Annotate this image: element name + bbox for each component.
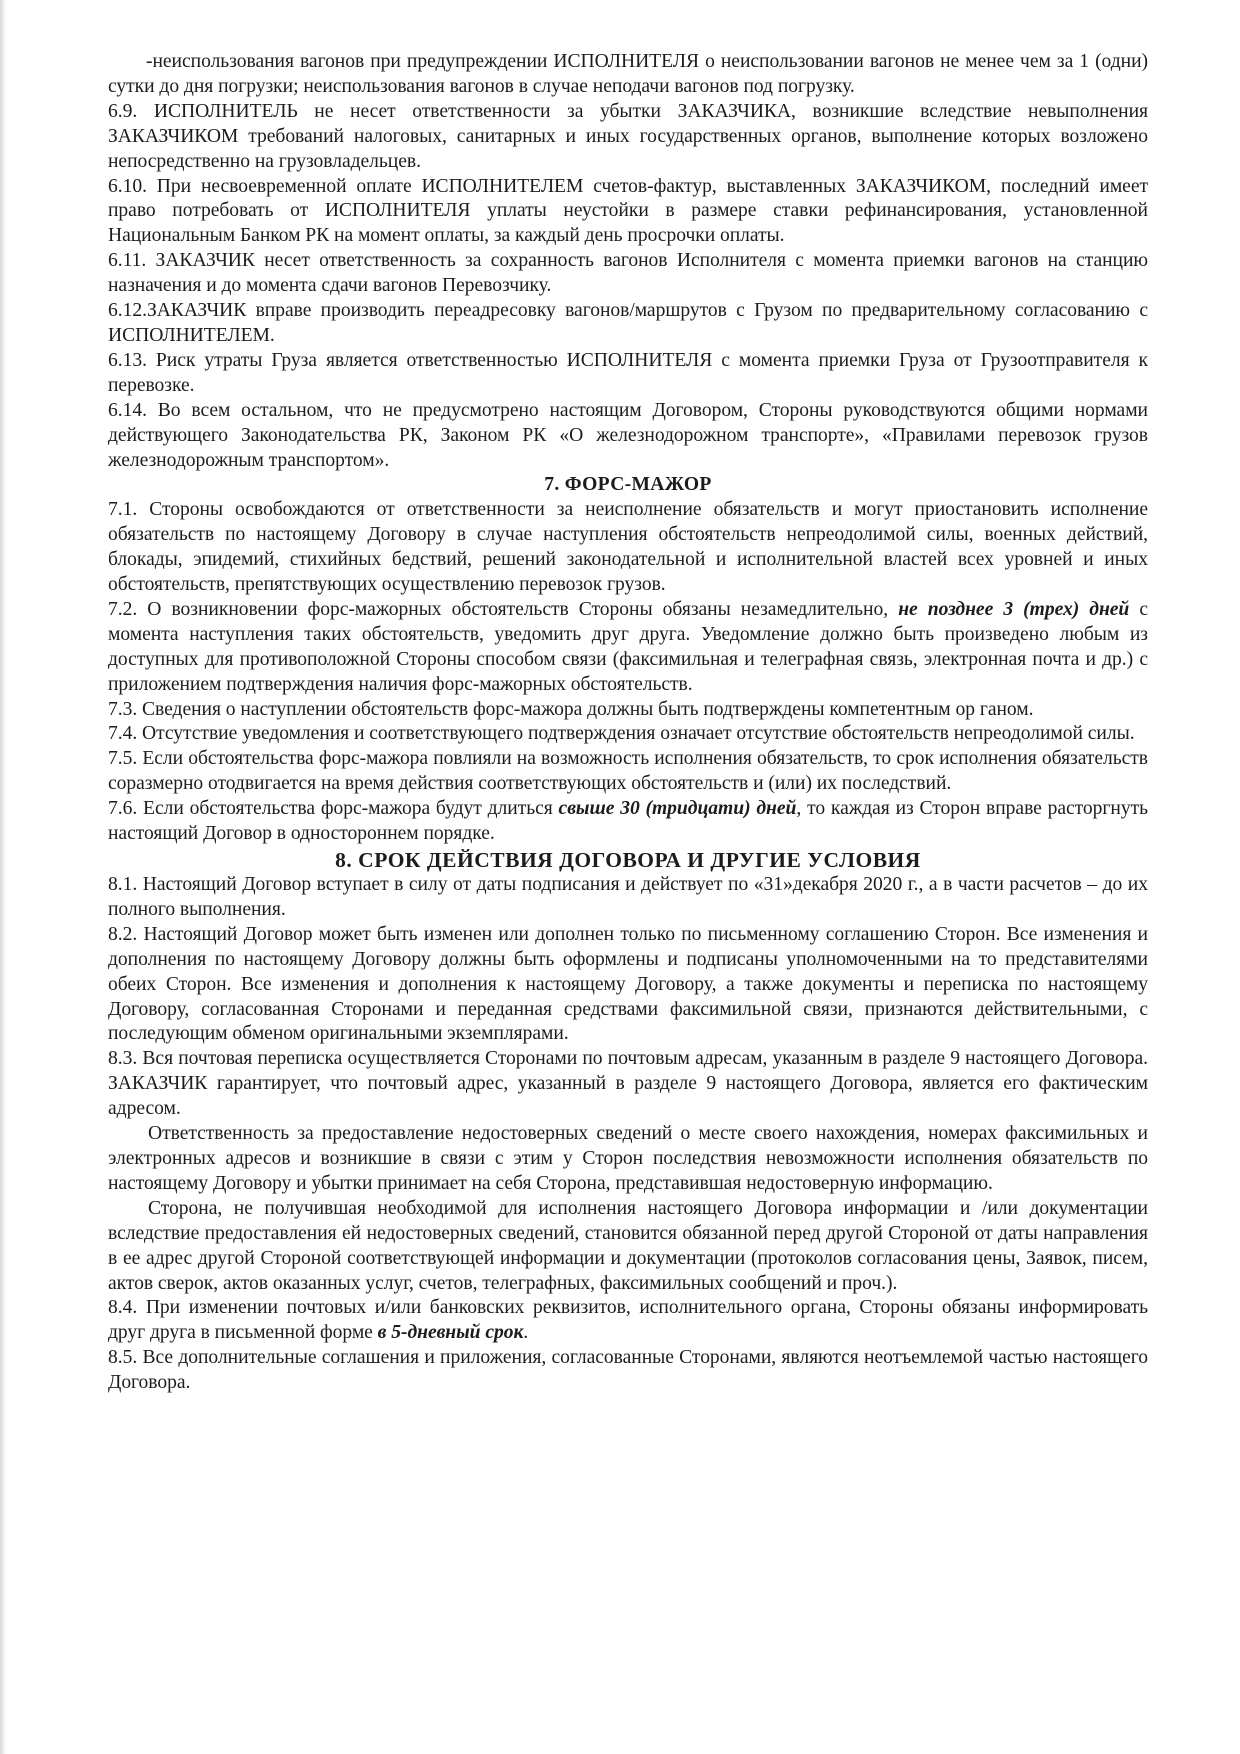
clause-8-5: 8.5. Все дополнительные соглашения и приложения, согласованные Сторонами, являются неотъемлемой частью настоящего Договора. (108, 1347, 1148, 1394)
clause-7-5: 7.5. Если обстоятельства форс-мажора повлияли на возможность исполнения обязательств, то срок исполнения обязательств соразмерно отодвигается на время действия соответствующих обстоятельств и (или) их последствий. (108, 748, 1148, 795)
clause-7-6-emphasis: свыше 30 (тридцати) дней (558, 798, 797, 820)
clause-7-2-text-c: с момента наступления таких обстоятельств, уведомить друг друга. Уведомление должно быть произведено любым из доступных для противоположной Стороны способом связи (факсимильная и телеграфная связь, электронная почта и др.) с приложением подтверждения наличия форс-мажорных обстоятельств. (108, 598, 1149, 695)
clause-7-6-text-a: 7.6. Если обстоятельства форс-мажора будут длиться (108, 798, 559, 820)
clause-7-2-emphasis: не позднее 3 (трех) дней (898, 598, 1130, 620)
clause-7-1: 7.1. Стороны освобождаются от ответственности за неисполнение обязательств и могут приостановить исполнение обязательств по настоящему Договору в случае наступления обстоятельств непреодолимой силы, военных действий, блокады, эпидемий, стихийных бедствий, решений законодательной и исполнительной властей всех уровней и иных обстоятельств, препятствующих осуществлению перевозок грузов. (108, 499, 1148, 596)
clause-6-12: 6.12.ЗАКАЗЧИК вправе производить переадресовку вагонов/маршрутов с Грузом по предварительному согласованию с ИСПОЛНИТЕЛЕМ. (108, 300, 1148, 346)
clause-8-4-text-a: 8.4. При изменении почтовых и/или банковских реквизитов, исполнительного органа, Стороны обязаны информировать друг друга в письменной форме (108, 1297, 1148, 1344)
clause-6-9: 6.9. ИСПОЛНИТЕЛЬ не несет ответственности за убытки ЗАКАЗЧИКА, возникшие вследствие невыполнения ЗАКАЗЧИКОМ требований налоговых, санитарных и иных государственных органов, выполнение которых возложено непосредственно на грузовладельцев. (108, 100, 1148, 172)
clause-8-4 (108, 1296, 1148, 1346)
clause-8-1: 8.1. Настоящий Договор вступает в силу от даты подписания и действует по «31»декабря 2020 г., а в части расчетов – до их полного выполнения. (108, 874, 1148, 920)
clause-7-3: 7.3. Сведения о наступлении обстоятельств форс-мажора должны быть подтверждены компетентным ор ганом. (108, 698, 1034, 720)
section-8-heading: 8. СРОК ДЕЙСТВИЯ ДОГОВОРА И ДРУГИЕ УСЛОВИЯ (335, 848, 921, 872)
clause-8-4-text-c: . (523, 1322, 529, 1344)
clause-7-2-text-a: 7.2. О возникновении форс-мажорных обстоятельств Стороны обязаны незамедлительно, (108, 598, 899, 620)
section-7-heading: 7. ФОРС-МАЖОР (544, 474, 712, 496)
document-page (108, 50, 1148, 1396)
clause-6-14: 6.14. Во всем остальном, что не предусмотрено настоящим Договором, Стороны руководствуются общими нормами действующего Законодательства РК, Законом РК «О железнодорожном транспорте», «Правилами перевозок грузов железнодорожным транспортом». (108, 399, 1148, 471)
clause-8-3-responsibility: Ответственность за предоставление недостоверных сведений о месте своего нахождения, номерах факсимильных и электронных адресов и возникшие в связи с этим у Сторон последствия невозможности исполнения обязательств по настоящему Договору и убытки принимает на себя Сторона, представившая недостоверную информацию. (108, 1123, 1148, 1194)
clause-6-10: 6.10. При несвоевременной оплате ИСПОЛНИТЕЛЕМ счетов-фактур, выставленных ЗАКАЗЧИКОМ, последний имеет право потребовать от ИСПОЛНИТЕЛЯ уплаты неустойки в размере ставки рефинансирования, установленной Национальным Банком РК на момент оплаты, за каждый день просрочки оплаты. (108, 175, 1148, 247)
clause-8-3-obligation: Сторона, не получившая необходимой для исполнения настоящего Договора информации и /или документации вследствие предоставления ей недостоверных сведений, становится обязанной перед другой Стороной от даты направления в ее адрес другой Стороной соответствующей информации и документации (протоколов согласования цены, Заявок, писем, актов сверок, актов оказанных услуг, счетов, телеграфных, факсимильных сообщений и проч.). (108, 1197, 1148, 1294)
clause-8-2: 8.2. Настоящий Договор может быть изменен или дополнен только по письменному соглашению Сторон. Все изменения и дополнения по настоящему Договору должны быть оформлены и подписаны уполномоченными на то представителями обеих Сторон. Все изменения и дополнения к настоящему Договору, а также документы и переписка по настоящему Договору, согласованная Сторонами и переданная средствами факсимильной связи, признаются действительными, с последующим обменом оригинальными экземплярами. (108, 923, 1148, 1045)
clause-6-13: 6.13. Риск утраты Груза является ответственностью ИСПОЛНИТЕЛЯ с момента приемки Груза от Грузоотправителя к перевозке. (108, 349, 1148, 396)
clause-7-6 (108, 797, 1148, 847)
paragraph-6-8-continued: -неиспользования вагонов при предупреждении ИСПОЛНИТЕЛЯ о неиспользовании вагонов не менее чем за 1 (одни) сутки до дня погрузки; неиспользования вагонов в случае неподачи вагонов под погрузку. (108, 51, 1148, 97)
scan-edge (0, 0, 6, 1754)
clause-8-3: 8.3. Вся почтовая переписка осуществляется Сторонами по почтовым адресам, указанным в разделе 9 настоящего Договора. ЗАКАЗЧИК гарантирует, что почтовый адрес, указанный в разделе 9 настоящего Договора, является его фактическим адресом. (108, 1048, 1148, 1120)
clause-8-4-emphasis: в 5-дневный срок (377, 1322, 524, 1344)
clause-6-11: 6.11. ЗАКАЗЧИК несет ответственность за сохранность вагонов Исполнителя с момента приемки вагонов на станцию назначения и до момента сдачи вагонов Перевозчику. (108, 250, 1148, 297)
clause-7-6-text-c: , то каждая из Сторон вправе расторгнуть настоящий Договор в одностороннем порядке. (108, 798, 1148, 845)
clause-7-2 (108, 598, 1148, 698)
clause-7-4: 7.4. Отсутствие уведомления и соответствующего подтверждения означает отсутствие обстоятельств непреодолимой силы. (108, 723, 1135, 745)
